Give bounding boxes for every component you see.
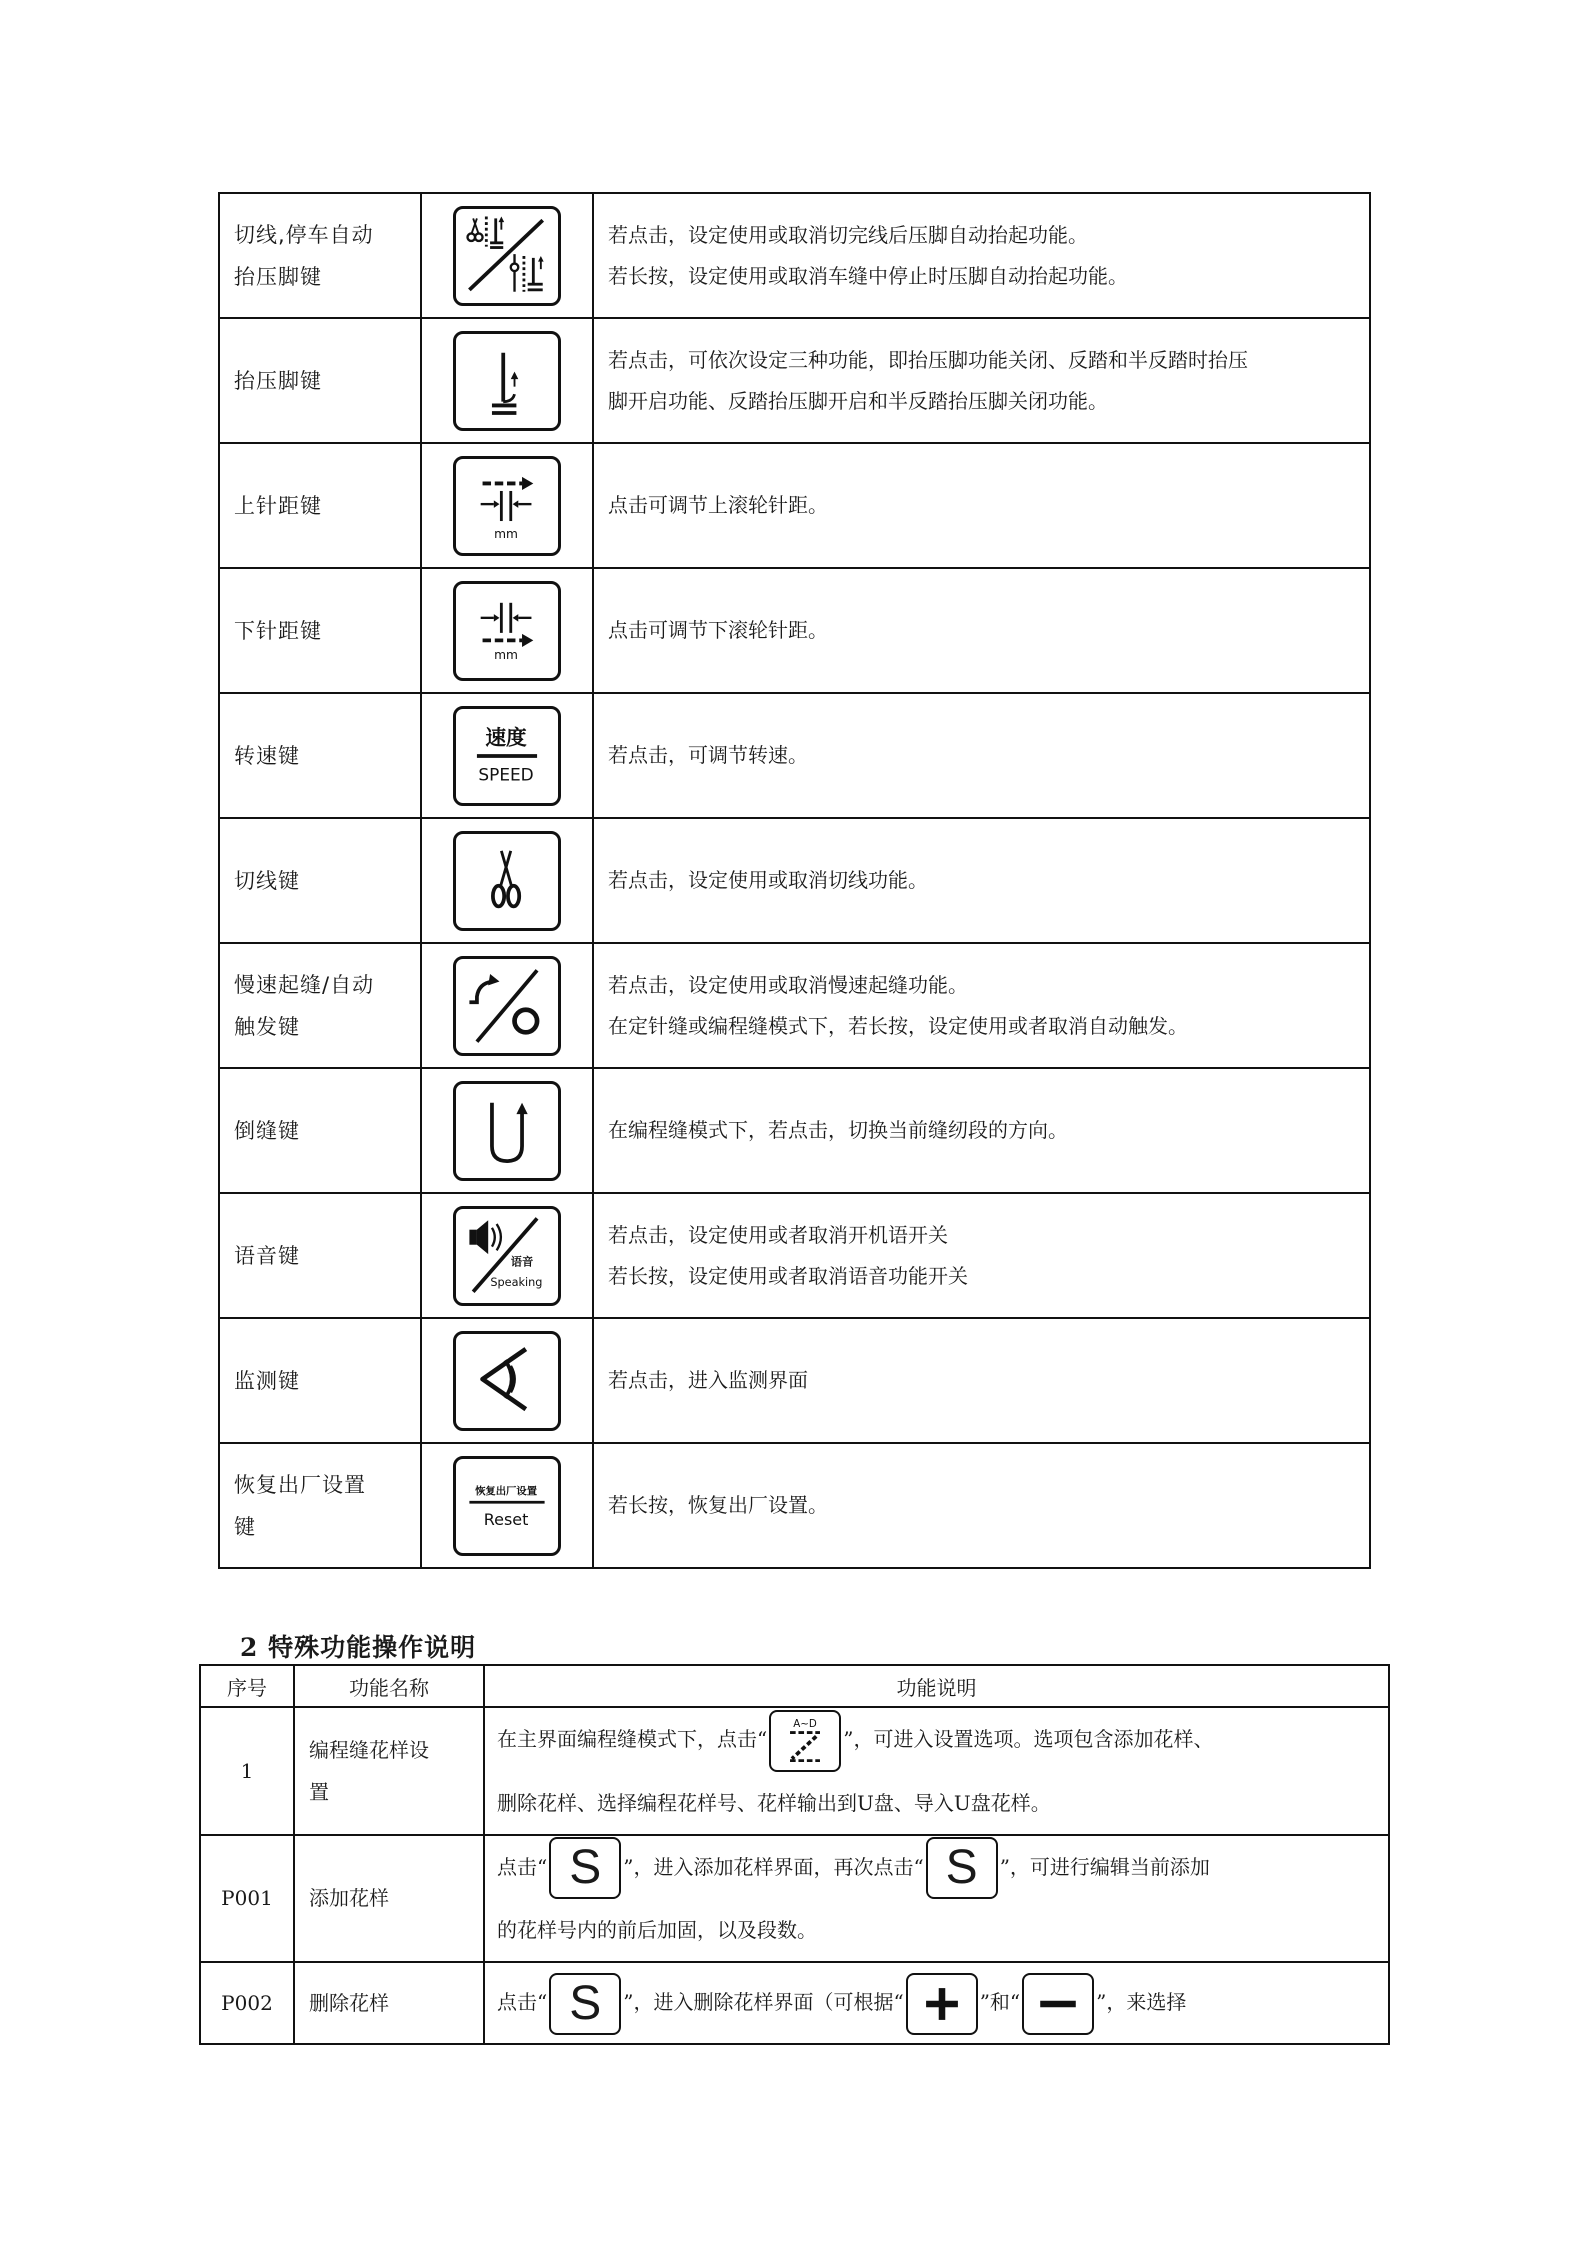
- row-number: 1: [200, 1707, 294, 1835]
- key-description: 若点击，设定使用或取消切完线后压脚自动抬起功能。 若长按，设定使用或取消车缝中停止时压脚自动抬起功能。: [593, 193, 1370, 318]
- table-row: [219, 193, 1370, 318]
- slow-start-auto-trigger-icon: [453, 956, 561, 1056]
- s-key-icon: S: [549, 1973, 621, 2035]
- table-row: [219, 943, 1370, 1068]
- s-key-icon: S: [549, 1837, 621, 1899]
- key-description: 若点击，设定使用或取消切线功能。: [593, 818, 1370, 943]
- svg-text:语音: 语音: [510, 1254, 534, 1268]
- row-number: P001: [200, 1835, 294, 1963]
- key-name: 切线键: [219, 818, 421, 943]
- function-description: 在主界面编程缝模式下，点击“ A~D ”，可进入设置选项。选项包含添加花样、 删除花样、选择编程花样号、花样输出到U盘、导入U盘花样。: [484, 1707, 1389, 1835]
- scissors-icon: [453, 831, 561, 931]
- table-row: [219, 318, 1370, 443]
- presser-foot-lift-icon: [453, 331, 561, 431]
- s-key-icon: S: [926, 1837, 998, 1899]
- key-function-table: [218, 192, 1371, 1569]
- key-name: 上针距键: [219, 443, 421, 568]
- svg-text:Speaking: Speaking: [490, 1275, 543, 1289]
- header-no: 序号: [200, 1665, 294, 1707]
- key-description: 若点击，可依次设定三种功能，即抬压脚功能关闭、反踏和半反踏时抬压 脚开启功能、反踏抬压脚开启和半反踏抬压脚关闭功能。: [593, 318, 1370, 443]
- svg-text:恢复出厂设置: 恢复出厂设置: [475, 1485, 538, 1498]
- table-row: [219, 443, 1370, 568]
- key-name: 语音键: [219, 1193, 421, 1318]
- key-name: 下针距键: [219, 568, 421, 693]
- table-row: [219, 1193, 1370, 1318]
- table-row: [219, 1443, 1370, 1568]
- key-description: 若点击，设定使用或者取消开机语开关 若长按，设定使用或者取消语音功能开关: [593, 1193, 1370, 1318]
- header-name: 功能名称: [294, 1665, 484, 1707]
- key-name: 恢复出厂设置 键: [219, 1443, 421, 1568]
- key-name: 切线,停车自动 抬压脚键: [219, 193, 421, 318]
- key-name: 倒缝键: [219, 1068, 421, 1193]
- svg-text:mm: mm: [494, 526, 518, 541]
- svg-text:速度: 速度: [485, 725, 527, 750]
- table-row: [219, 1068, 1370, 1193]
- program-pattern-key-icon: [769, 1710, 841, 1772]
- plus-key-icon: [906, 1973, 978, 2035]
- monitor-eye-icon: [453, 1331, 561, 1431]
- factory-reset-icon: [453, 1456, 561, 1556]
- key-description: 若点击，设定使用或取消慢速起缝功能。 在定针缝或编程缝模式下，若长按，设定使用或者取消自动触发。: [593, 943, 1370, 1068]
- key-name: 慢速起缝/自动 触发键: [219, 943, 421, 1068]
- svg-text:SPEED: SPEED: [478, 763, 534, 784]
- key-description: 若点击，进入监测界面: [593, 1318, 1370, 1443]
- table-row: [219, 818, 1370, 943]
- table-row: [200, 1962, 1389, 2044]
- table-row: [200, 1835, 1389, 1963]
- table-row: [219, 1318, 1370, 1443]
- reverse-stitch-icon: [453, 1081, 561, 1181]
- section-title: 2 特殊功能操作说明: [240, 1633, 477, 1662]
- function-name: 添加花样: [294, 1835, 484, 1963]
- minus-key-icon: [1022, 1973, 1094, 2035]
- table-header-row: [200, 1665, 1389, 1707]
- key-description: 若点击，可调节转速。: [593, 693, 1370, 818]
- lower-stitch-length-icon: [453, 581, 561, 681]
- header-description: 功能说明: [484, 1665, 1389, 1707]
- svg-text:A~D: A~D: [793, 1717, 818, 1730]
- voice-speaker-icon: [453, 1206, 561, 1306]
- row-number: P002: [200, 1962, 294, 2044]
- key-name: 转速键: [219, 693, 421, 818]
- key-description: 点击可调节上滚轮针距。: [593, 443, 1370, 568]
- table-row: [219, 568, 1370, 693]
- function-description: 点击“ S ”，进入删除花样界面（可根据“ ”和“ ”，来选择: [484, 1962, 1389, 2044]
- key-description: 点击可调节下滚轮针距。: [593, 568, 1370, 693]
- key-description: 在编程缝模式下，若点击，切换当前缝纫段的方向。: [593, 1068, 1370, 1193]
- function-name: 删除花样: [294, 1962, 484, 2044]
- function-name: 编程缝花样设 置: [294, 1707, 484, 1835]
- svg-text:mm: mm: [494, 647, 518, 662]
- speed-icon: [453, 706, 561, 806]
- upper-stitch-length-icon: [453, 456, 561, 556]
- special-function-table: [199, 1664, 1390, 2045]
- key-name: 抬压脚键: [219, 318, 421, 443]
- function-description: 点击“ S ”，进入添加花样界面，再次点击“ S ”，可进行编辑当前添加 的花样号内的前后加固，以及段数。: [484, 1835, 1389, 1963]
- key-description: 若长按，恢复出厂设置。: [593, 1443, 1370, 1568]
- table-row: [219, 693, 1370, 818]
- svg-text:Reset: Reset: [483, 1509, 529, 1529]
- key-name: 监测键: [219, 1318, 421, 1443]
- auto-presser-lift-icon: [453, 206, 561, 306]
- table-row: [200, 1707, 1389, 1835]
